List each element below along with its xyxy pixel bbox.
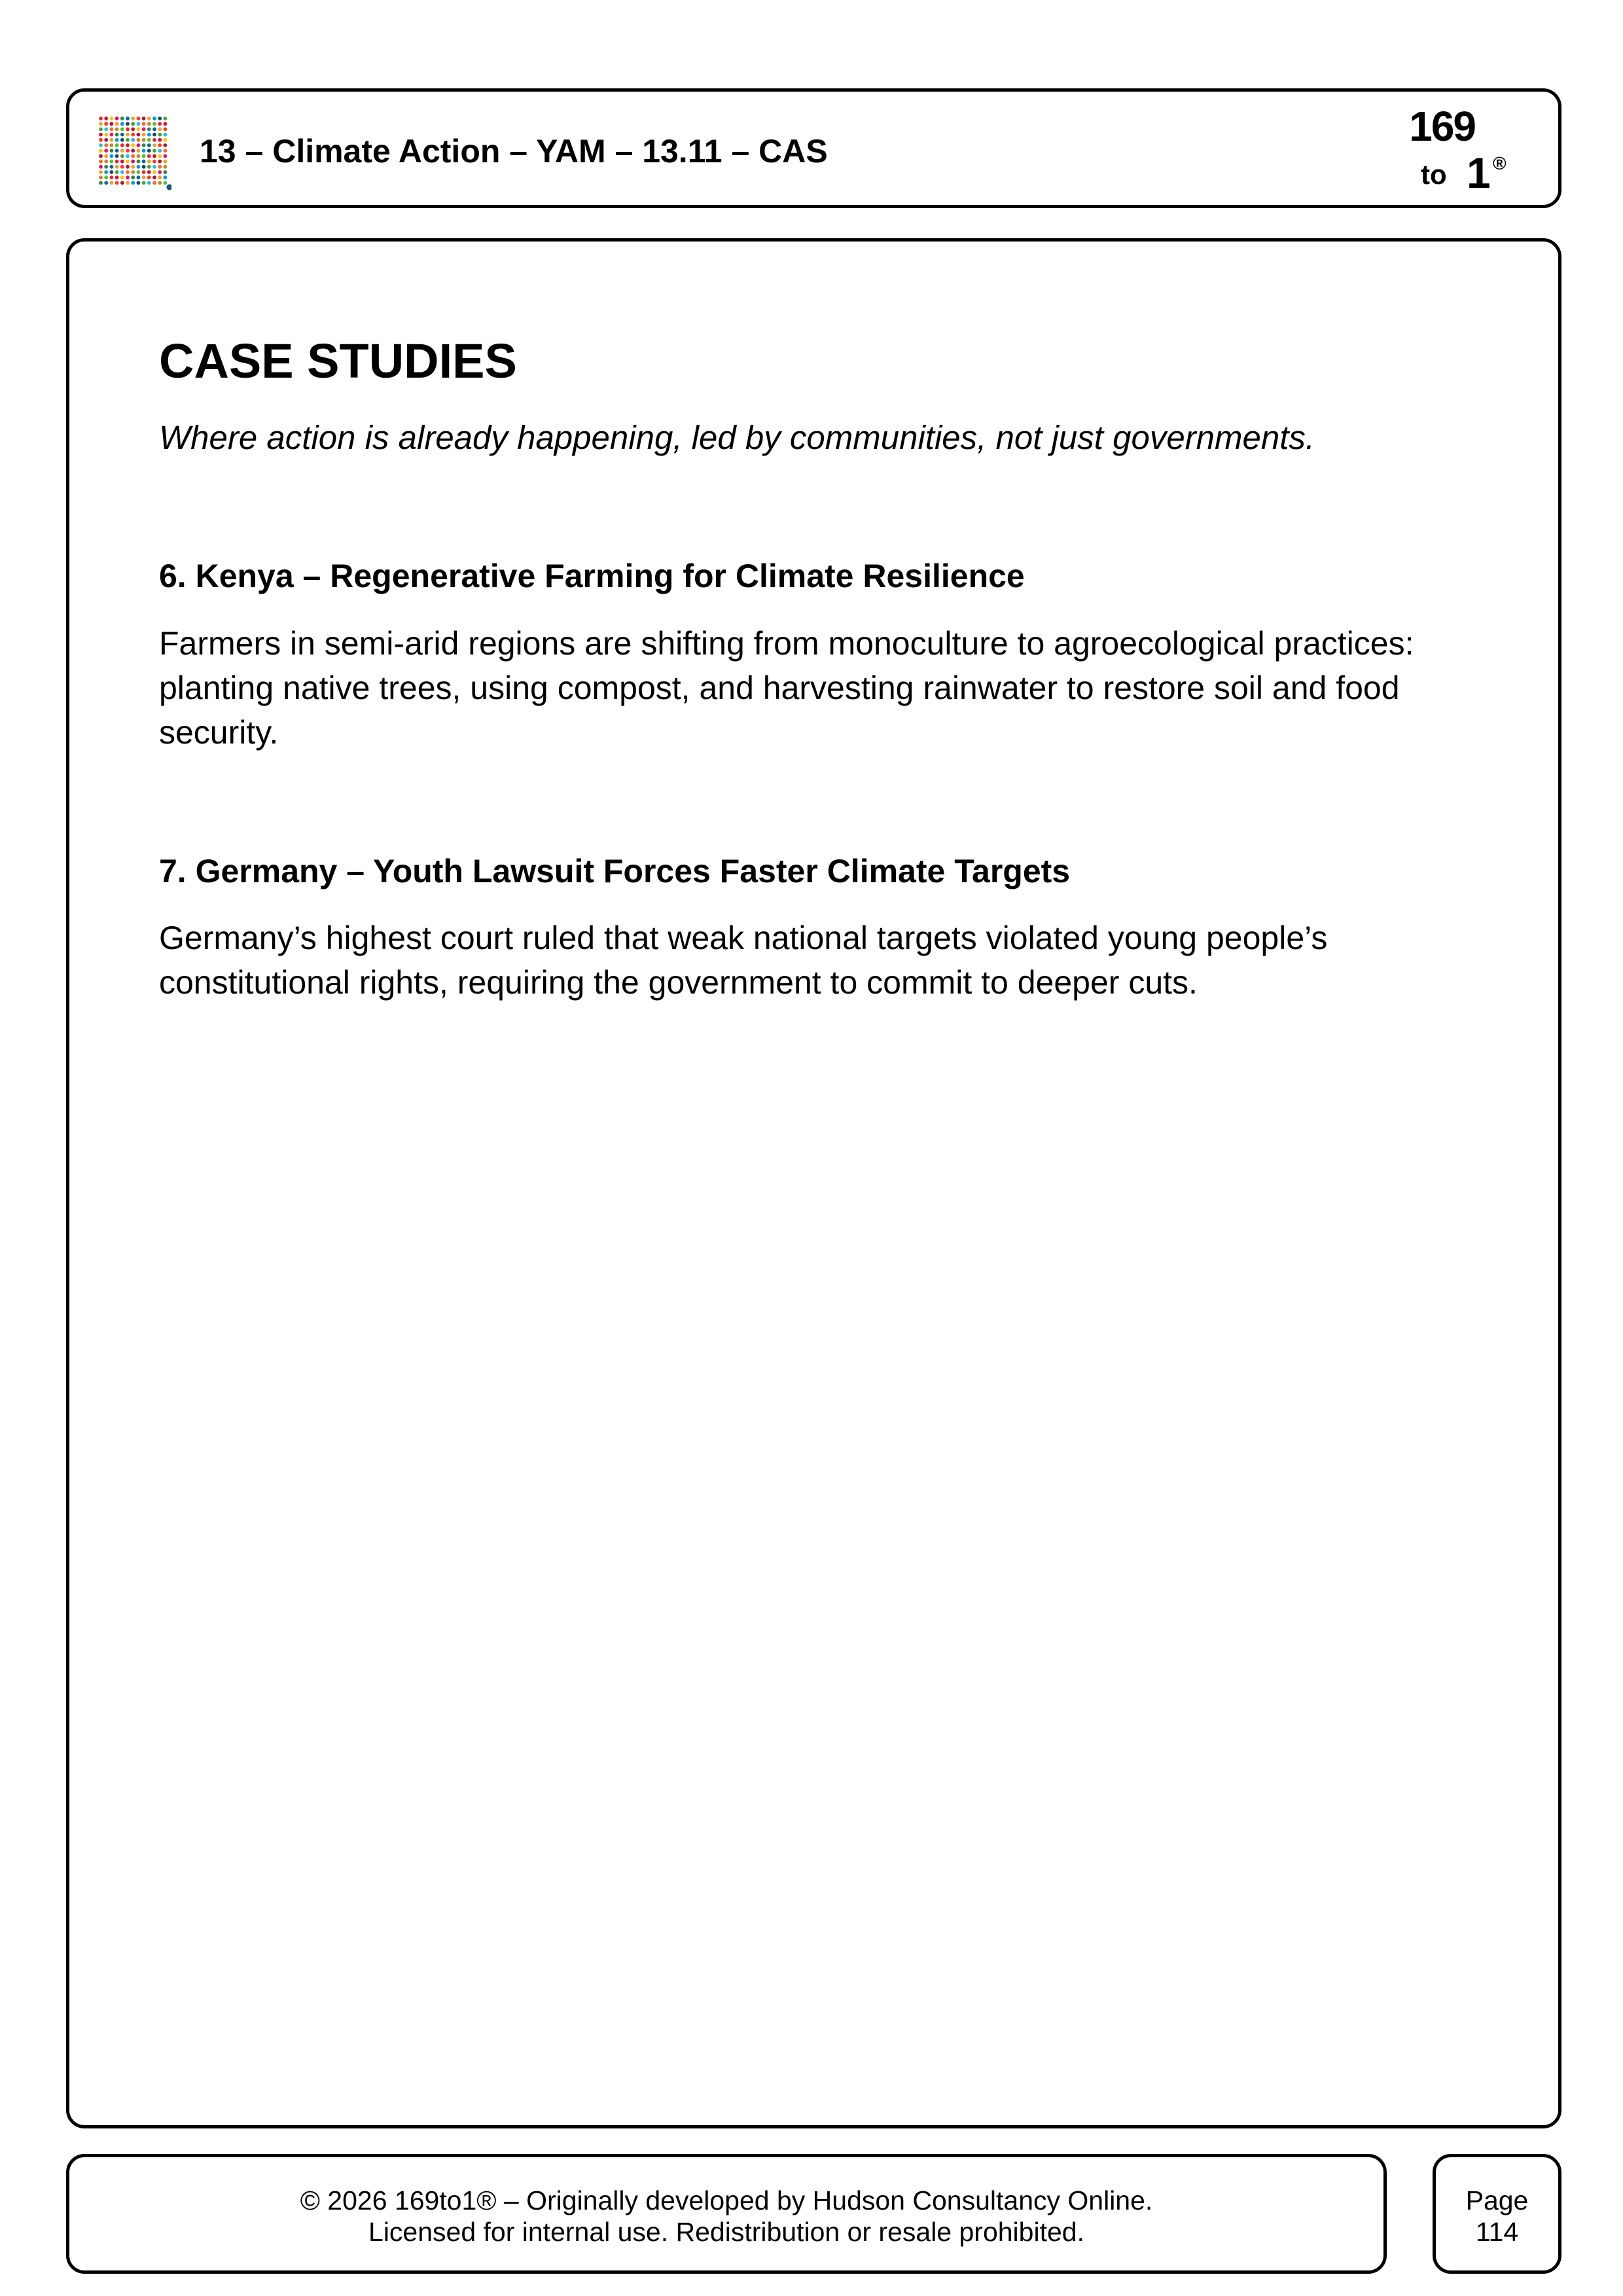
brand-logo [1388, 96, 1507, 207]
case-study-body: Farmers in semi-arid regions are shifting from monoculture to agroecological practices: planting native trees, using compost, and harvesting rainwater to restore soil and food security. [159, 625, 1414, 751]
section-heading: CASE STUDIES [159, 334, 517, 388]
copyright-line: © 2026 169to1® – Originally developed by Hudson Consultancy Online. [300, 2185, 1153, 2215]
page-indicator [1436, 2185, 1558, 2248]
page-label: Page [1465, 2185, 1529, 2215]
registered-mark: ® [1493, 153, 1507, 173]
header-bar [66, 88, 1561, 208]
footer-copyright-box [66, 2154, 1387, 2274]
case-study-title: 6. Kenya – Regenerative Farming for Climate Resilience [159, 558, 1025, 594]
dot-grid-logo-icon [98, 116, 171, 193]
case-study-body: Germany’s highest court ruled that weak national targets violated young people’s constitutional rights, requiring the government to commit to deeper cuts. [159, 920, 1328, 1001]
license-line: Licensed for internal use. Redistribution or resale prohibited. [368, 2217, 1084, 2247]
brand-number: 169 [1409, 103, 1475, 150]
brand-one: 1 [1467, 149, 1491, 197]
section-subtitle: Where action is already happening, led by communities, not just governments. [159, 419, 1315, 456]
page-number-box [1433, 2154, 1561, 2274]
brand-to: to [1421, 159, 1447, 190]
footer-text [69, 2185, 1383, 2248]
page-number: 114 [1475, 2217, 1519, 2247]
content-panel [66, 238, 1561, 2128]
header-title: 13 – Climate Action – YAM – 13.11 – CAS [200, 133, 828, 170]
case-study-title: 7. Germany – Youth Lawsuit Forces Faster Climate Targets [159, 853, 1071, 889]
